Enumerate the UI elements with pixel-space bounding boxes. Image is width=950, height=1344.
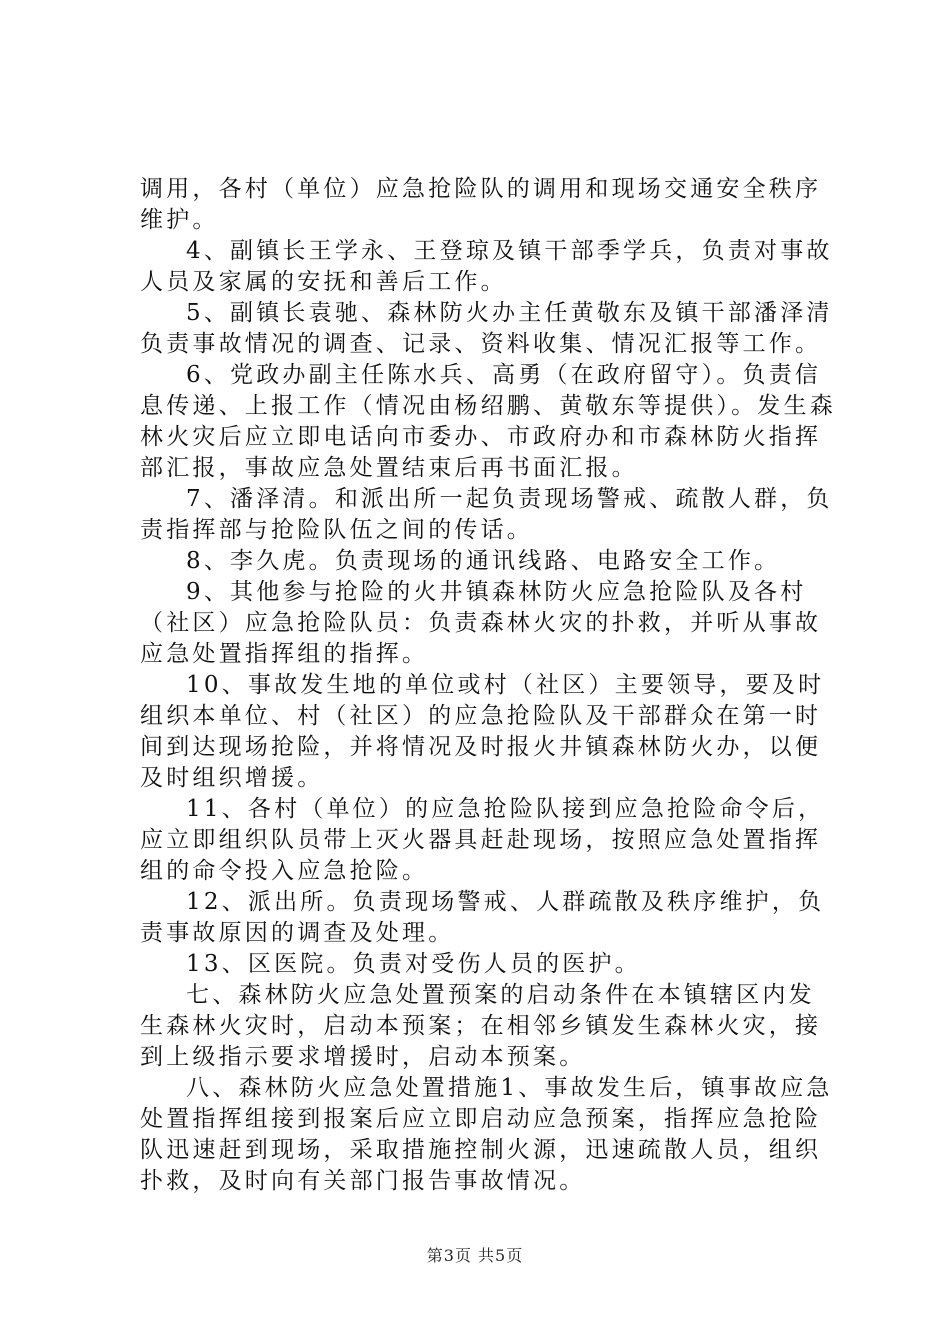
- paragraph-item-6: 6、党政办副主任陈水兵、高勇（在政府留守）。负责信息传递、上报工作（情况由杨绍鹏、黄敬东等提供）。发生森林火灾后应立即电话向市委办、市政府办和市森林防火指挥部汇报，事故应急处置结束后再书面汇报。: [140, 362, 836, 481]
- paragraph-section-8: 八、森林防火应急处置措施1、事故发生后，镇事故应急处置指挥组接到报案后应立即启动应急预案，指挥应急抢险队迅速赶到现场，采取措施控制火源，迅速疏散人员，组织扑救，及时向有关部门报告事故情况。: [140, 1075, 833, 1194]
- paragraph-continuation: 调用，各村（单位）应急抢险队的调用和现场交通安全秩序维护。: [140, 176, 822, 233]
- paragraph-section-7: 七、森林防火应急处置预案的启动条件在本镇辖区内发生森林火灾时，启动本预案；在相邻乡镇发生森林火灾，接到上级指示要求增援时，启动本预案。: [140, 982, 822, 1070]
- paragraph-item-9: 9、其他参与抢险的火井镇森林防火应急抢险队及各村（社区）应急抢险队员：负责森林火灾的扑救，并听从事故应急处置指挥组的指挥。: [140, 579, 822, 667]
- document-body: [140, 174, 840, 1197]
- paragraph-item-4: 4、副镇长王学永、王登琼及镇干部季学兵，负责对事故人员及家属的安抚和善后工作。: [140, 238, 833, 295]
- paragraph-item-13: 13、区医院。负责对受伤人员的医护。: [186, 951, 641, 977]
- paragraph-item-8: 8、李久虎。负责现场的通讯线路、电路安全工作。: [186, 548, 781, 574]
- paragraph-item-10: 10、事故发生地的单位或村（社区）主要领导，要及时组织本单位、村（社区）的应急抢险队及干部群众在第一时间到达现场抢险，并将情况及时报火井镇森林防火办，以便及时组织增援。: [140, 672, 825, 791]
- paragraph-item-12: 12、派出所。负责现场警戒、人群疏散及秩序维护，负责事故原因的调查及处理。: [140, 889, 825, 946]
- paragraph-item-7: 7、潘泽清。和派出所一起负责现场警戒、疏散人群，负责指挥部与抢险队伍之间的传话。: [140, 486, 833, 543]
- paragraph-item-5: 5、副镇长袁驰、森林防火办主任黄敬东及镇干部潘泽清负责事故情况的调查、记录、资料收集、情况汇报等工作。: [140, 300, 833, 357]
- page-footer: 第3页 共5页: [426, 1246, 524, 1265]
- paragraph-item-11: 11、各村（单位）的应急抢险队接到应急抢险命令后，应立即组织队员带上灭火器具赶赴现场，按照应急处置指挥组的命令投入应急抢险。: [140, 796, 825, 884]
